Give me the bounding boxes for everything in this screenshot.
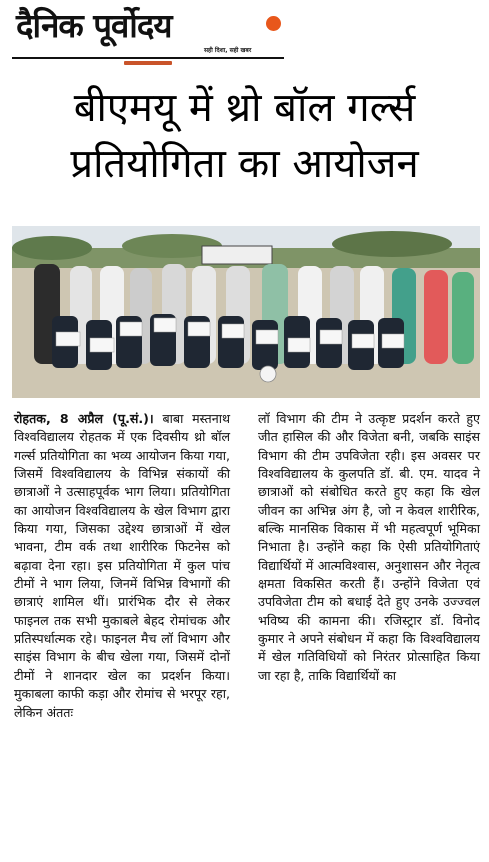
masthead-tagline: सही दिशा, सही खबर — [204, 47, 252, 54]
article-column-2-text: लॉ विभाग की टीम ने उत्कृष्ट प्रदर्शन करते हुए जीत हासिल की और विजेता बनी, जबकि साइंस विभाग की टीम उपविजेता रही। इस अवसर पर विश्वविद्यालय के कुलपति डॉ. बी. एम. यादव ने छात्राओं को संबोधित करते हुए कहा कि खेल जीवन का अभिन्न अंग है, जो न केवल शारीरिक, बल्कि मानसिक विकास में भी महत्वपूर्ण भूमिका निभाता है। उन्होंने कहा कि ऐसी प्रतियोगिताएं विद्यार्थियों में आत्मविश्वास, अनुशासन और नेतृत्व क्षमता विकसित करती हैं। उन्होंने विजेता एवं उपविजेता टीम को बधाई देते हुए उनके उज्ज्वल भविष्य की कामना की। रजिस्ट्रार डॉ. विनोद कुमार ने अपने संबोधन में कहा कि विश्वविद्यालय में खेल गतिविधियों को निरंतर प्रोत्साहित किया जा रहा है, ताकि विद्यार्थियों का — [258, 411, 480, 683]
article-dateline: रोहतक, 8 अप्रैल (पू.सं.)। — [14, 411, 154, 426]
headline-line-2: प्रतियोगिता का आयोजन — [70, 141, 419, 187]
article-column-2 — [258, 410, 480, 685]
group-photo-illustration — [12, 226, 480, 398]
headline-line-1: बीएमयू में थ्रो बॉल गर्ल्स — [73, 85, 416, 131]
article-column-1 — [14, 410, 230, 722]
article-column-1-text: बाबा मस्तनाथ विश्वविद्यालय रोहतक में एक दिवसीय थ्रो बॉल गर्ल्स प्रतियोगिता का भव्य आयोजन किया गया, जिसमें विश्वविद्यालय के विभिन्न संकायों की छात्राओं ने उत्साहपूर्वक भाग लिया। प्रतियोगिता का आयोजन विश्वविद्यालय के खेल विभाग द्वारा किया गया, जिसका उद्देश्य छात्राओं में खेल भावना, टीम वर्क तथा शारीरिक फिटनेस को बढ़ावा देना रहा। इस प्रतियोगिता में कुल पांच टीमों ने भाग लिया, जिनमें विभिन्न विभागों की छात्राएं शामिल थीं। प्रारंभिक दौर से लेकर फाइनल तक सभी मुकाबले बेहद रोमांचक और प्रतिस्पर्धात्मक रहे। फाइनल मैच लॉ विभाग और साइंस विभाग के बीच खेला गया, जिसमें दोनों टीमों ने शानदार खेल का प्रदर्शन किया। मुकाबला काफी कड़ा और रोमांच से भरपूर रहा, लेकिन अंततः — [14, 411, 231, 720]
group-photo — [12, 226, 480, 398]
headline — [12, 80, 477, 192]
masthead-underline-accent — [124, 61, 172, 65]
masthead — [12, 6, 284, 66]
masthead-title: दैनिक पूर्वोदय — [16, 6, 172, 45]
masthead-rule — [12, 57, 284, 59]
masthead-logo-dot — [266, 16, 281, 31]
